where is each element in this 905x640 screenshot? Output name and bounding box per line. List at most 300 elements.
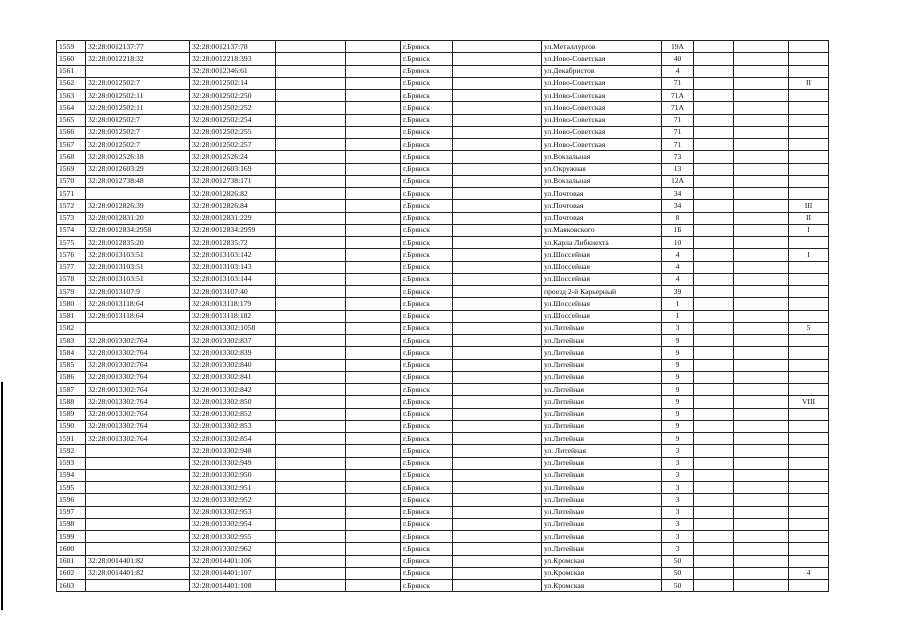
empty-cell (734, 41, 789, 53)
parent-cadastral-number-cell: 32:28:0013302:764 (86, 433, 190, 445)
city-cell: г.Брянск (401, 469, 453, 481)
empty-cell (694, 90, 734, 102)
parent-cadastral-number-cell: 32:28:0012738:48 (86, 175, 190, 187)
empty-cell (694, 433, 734, 445)
empty-cell (276, 335, 346, 347)
empty-cell (694, 384, 734, 396)
cadastral-number-cell: 32:28:0012835:72 (190, 237, 276, 249)
house-number-cell: 71А (662, 90, 694, 102)
empty-cell (346, 224, 401, 236)
city-cell: г.Брянск (401, 371, 453, 383)
premises-number-cell: VIII (789, 396, 829, 408)
house-number-cell: 34 (662, 188, 694, 200)
table-row (57, 567, 829, 579)
table-row (57, 224, 829, 236)
empty-cell (346, 212, 401, 224)
empty-cell (276, 543, 346, 555)
empty-cell (734, 286, 789, 298)
city-cell: г.Брянск (401, 126, 453, 138)
house-number-cell: 9 (662, 371, 694, 383)
empty-cell (276, 555, 346, 567)
street-cell: ул.Литейная (542, 322, 662, 334)
table-row (57, 408, 829, 420)
empty-cell (694, 408, 734, 420)
empty-cell (276, 237, 346, 249)
empty-cell (453, 494, 542, 506)
parent-cadastral-number-cell (86, 518, 190, 530)
empty-cell (276, 114, 346, 126)
empty-cell (276, 175, 346, 187)
empty-cell (276, 224, 346, 236)
parent-cadastral-number-cell: 32:28:0012137:77 (86, 41, 190, 53)
house-number-cell: 3 (662, 469, 694, 481)
empty-cell (734, 555, 789, 567)
empty-cell (276, 445, 346, 457)
parent-cadastral-number-cell: 32:28:0013302:764 (86, 347, 190, 359)
empty-cell (453, 163, 542, 175)
empty-cell (276, 102, 346, 114)
empty-cell (276, 494, 346, 506)
table-row (57, 53, 829, 65)
premises-number-cell (789, 580, 829, 592)
parent-cadastral-number-cell (86, 65, 190, 77)
empty-cell (346, 77, 401, 89)
empty-cell (453, 139, 542, 151)
street-cell: ул.Литейная (542, 482, 662, 494)
empty-cell (694, 310, 734, 322)
street-cell: ул.Литейная (542, 457, 662, 469)
table-row (57, 90, 829, 102)
premises-number-cell (789, 371, 829, 383)
premises-number-cell (789, 433, 829, 445)
parent-cadastral-number-cell (86, 482, 190, 494)
empty-cell (453, 445, 542, 457)
premises-number-cell (789, 298, 829, 310)
street-cell: ул.Литейная (542, 408, 662, 420)
premises-number-cell (789, 482, 829, 494)
cadastral-number-cell: 32:28:0013103:142 (190, 249, 276, 261)
empty-cell (453, 200, 542, 212)
empty-cell (276, 53, 346, 65)
empty-cell (734, 261, 789, 273)
empty-cell (734, 371, 789, 383)
empty-cell (276, 310, 346, 322)
empty-cell (453, 506, 542, 518)
empty-cell (276, 469, 346, 481)
parent-cadastral-number-cell: 32:28:0013302:764 (86, 371, 190, 383)
city-cell: г.Брянск (401, 249, 453, 261)
street-cell: ул.Литейная (542, 420, 662, 432)
empty-cell (276, 261, 346, 273)
row-number-cell: 1587 (57, 384, 86, 396)
empty-cell (453, 457, 542, 469)
empty-cell (734, 310, 789, 322)
empty-cell (734, 200, 789, 212)
city-cell: г.Брянск (401, 433, 453, 445)
empty-cell (734, 249, 789, 261)
empty-cell (453, 567, 542, 579)
empty-cell (694, 188, 734, 200)
parent-cadastral-number-cell: 32:28:0012502:11 (86, 102, 190, 114)
premises-number-cell (789, 543, 829, 555)
empty-cell (346, 163, 401, 175)
empty-cell (734, 457, 789, 469)
street-cell: ул.Почтовая (542, 212, 662, 224)
empty-cell (276, 139, 346, 151)
table-row (57, 126, 829, 138)
cadastral-number-cell: 32:28:0013107:40 (190, 286, 276, 298)
city-cell: г.Брянск (401, 457, 453, 469)
empty-cell (453, 286, 542, 298)
empty-cell (453, 224, 542, 236)
street-cell: ул.Ново-Советская (542, 139, 662, 151)
house-number-cell: 71 (662, 77, 694, 89)
city-cell: г.Брянск (401, 224, 453, 236)
street-cell: ул.Ново-Советская (542, 77, 662, 89)
empty-cell (453, 126, 542, 138)
premises-number-cell (789, 494, 829, 506)
table-row (57, 114, 829, 126)
empty-cell (694, 298, 734, 310)
empty-cell (694, 273, 734, 285)
empty-cell (734, 126, 789, 138)
city-cell: г.Брянск (401, 347, 453, 359)
premises-number-cell (789, 126, 829, 138)
empty-cell (734, 273, 789, 285)
house-number-cell: 4 (662, 249, 694, 261)
empty-cell (276, 580, 346, 592)
parent-cadastral-number-cell: 32:28:0013302:764 (86, 396, 190, 408)
empty-cell (453, 396, 542, 408)
parent-cadastral-number-cell: 32:28:0012834:2958 (86, 224, 190, 236)
empty-cell (694, 506, 734, 518)
empty-cell (346, 114, 401, 126)
empty-cell (734, 384, 789, 396)
empty-cell (453, 580, 542, 592)
empty-cell (694, 200, 734, 212)
street-cell: ул.Вокзальная (542, 175, 662, 187)
house-number-cell: 13 (662, 163, 694, 175)
cadastral-number-cell: 32:28:0012826:82 (190, 188, 276, 200)
table-row (57, 188, 829, 200)
cadastral-number-cell: 32:28:0013302:951 (190, 482, 276, 494)
street-cell: ул.Карла Либкнехта (542, 237, 662, 249)
row-number-cell: 1575 (57, 237, 86, 249)
empty-cell (734, 543, 789, 555)
premises-number-cell (789, 469, 829, 481)
table-row (57, 175, 829, 187)
house-number-cell: 9 (662, 335, 694, 347)
row-number-cell: 1596 (57, 494, 86, 506)
empty-cell (346, 384, 401, 396)
house-number-cell: 1 (662, 310, 694, 322)
table-row (57, 261, 829, 273)
premises-number-cell: II (789, 212, 829, 224)
premises-number-cell: I (789, 224, 829, 236)
empty-cell (453, 188, 542, 200)
row-number-cell: 1573 (57, 212, 86, 224)
empty-cell (453, 420, 542, 432)
row-number-cell: 1594 (57, 469, 86, 481)
city-cell: г.Брянск (401, 445, 453, 457)
house-number-cell: 10 (662, 237, 694, 249)
empty-cell (734, 482, 789, 494)
house-number-cell: 3 (662, 518, 694, 530)
street-cell: ул.Шоссейная (542, 249, 662, 261)
cadastral-number-cell: 32:28:0012831:229 (190, 212, 276, 224)
table-row (57, 237, 829, 249)
row-number-cell: 1560 (57, 53, 86, 65)
cadastral-number-cell: 32:28:0013302:1058 (190, 322, 276, 334)
empty-cell (734, 298, 789, 310)
house-number-cell: 8 (662, 212, 694, 224)
premises-number-cell (789, 457, 829, 469)
table-body (57, 41, 829, 592)
empty-cell (734, 114, 789, 126)
empty-cell (346, 188, 401, 200)
empty-cell (694, 322, 734, 334)
premises-number-cell (789, 408, 829, 420)
empty-cell (276, 518, 346, 530)
empty-cell (694, 224, 734, 236)
empty-cell (694, 163, 734, 175)
cadastral-number-cell: 32:28:0012603:169 (190, 163, 276, 175)
parent-cadastral-number-cell: 32:28:0012826:39 (86, 200, 190, 212)
empty-cell (694, 469, 734, 481)
house-number-cell: 9 (662, 408, 694, 420)
empty-cell (734, 322, 789, 334)
table-row (57, 200, 829, 212)
house-number-cell: 50 (662, 567, 694, 579)
city-cell: г.Брянск (401, 65, 453, 77)
empty-cell (346, 457, 401, 469)
street-cell: ул.Литейная (542, 469, 662, 481)
city-cell: г.Брянск (401, 200, 453, 212)
empty-cell (276, 347, 346, 359)
empty-cell (453, 90, 542, 102)
empty-cell (453, 543, 542, 555)
row-number-cell: 1599 (57, 531, 86, 543)
house-number-cell: 71 (662, 126, 694, 138)
parent-cadastral-number-cell: 32:28:0012526:18 (86, 151, 190, 163)
empty-cell (734, 433, 789, 445)
empty-cell (453, 175, 542, 187)
empty-cell (346, 433, 401, 445)
premises-number-cell: 4 (789, 567, 829, 579)
street-cell: ул.Маяковского (542, 224, 662, 236)
house-number-cell: 9 (662, 347, 694, 359)
empty-cell (694, 420, 734, 432)
house-number-cell: 1 (662, 298, 694, 310)
empty-cell (734, 151, 789, 163)
row-number-cell: 1583 (57, 335, 86, 347)
premises-number-cell (789, 359, 829, 371)
empty-cell (453, 237, 542, 249)
empty-cell (346, 286, 401, 298)
house-number-cell: 34 (662, 200, 694, 212)
parent-cadastral-number-cell: 32:28:0013103:51 (86, 249, 190, 261)
empty-cell (694, 53, 734, 65)
cadastral-number-cell: 32:28:0013302:839 (190, 347, 276, 359)
empty-cell (734, 102, 789, 114)
house-number-cell: 50 (662, 555, 694, 567)
cadastral-number-cell: 32:28:0013302:948 (190, 445, 276, 457)
street-cell: ул.Литейная (542, 347, 662, 359)
premises-number-cell (789, 151, 829, 163)
city-cell: г.Брянск (401, 310, 453, 322)
cadastral-number-cell: 32:28:0013302:853 (190, 420, 276, 432)
premises-number-cell (789, 555, 829, 567)
parent-cadastral-number-cell: 32:28:0013302:764 (86, 335, 190, 347)
empty-cell (453, 212, 542, 224)
city-cell: г.Брянск (401, 237, 453, 249)
empty-cell (346, 322, 401, 334)
city-cell: г.Брянск (401, 41, 453, 53)
empty-cell (694, 151, 734, 163)
premises-number-cell (789, 102, 829, 114)
city-cell: г.Брянск (401, 384, 453, 396)
row-number-cell: 1588 (57, 396, 86, 408)
table-row (57, 347, 829, 359)
premises-number-cell (789, 237, 829, 249)
empty-cell (734, 469, 789, 481)
empty-cell (694, 175, 734, 187)
empty-cell (694, 347, 734, 359)
empty-cell (734, 420, 789, 432)
table-row (57, 531, 829, 543)
street-cell: ул.Шоссейная (542, 273, 662, 285)
row-number-cell: 1561 (57, 65, 86, 77)
street-cell: ул.Ново-Советская (542, 102, 662, 114)
city-cell: г.Брянск (401, 518, 453, 530)
row-number-cell: 1562 (57, 77, 86, 89)
street-cell: ул. Литейная (542, 445, 662, 457)
table-row (57, 457, 829, 469)
house-number-cell: 19А (662, 41, 694, 53)
empty-cell (453, 322, 542, 334)
empty-cell (276, 200, 346, 212)
row-number-cell: 1602 (57, 567, 86, 579)
premises-number-cell (789, 506, 829, 518)
empty-cell (346, 139, 401, 151)
empty-cell (346, 420, 401, 432)
house-number-cell: 71 (662, 139, 694, 151)
empty-cell (346, 298, 401, 310)
premises-number-cell (789, 384, 829, 396)
street-cell: ул.Кромская (542, 567, 662, 579)
empty-cell (453, 555, 542, 567)
house-number-cell: 9 (662, 396, 694, 408)
street-cell: ул.Литейная (542, 494, 662, 506)
cadastral-number-cell: 32:28:0013302:954 (190, 518, 276, 530)
empty-cell (276, 384, 346, 396)
parent-cadastral-number-cell: 32:28:0012502:7 (86, 139, 190, 151)
empty-cell (453, 273, 542, 285)
house-number-cell: 3 (662, 543, 694, 555)
empty-cell (346, 396, 401, 408)
parent-cadastral-number-cell (86, 580, 190, 592)
house-number-cell: 9 (662, 384, 694, 396)
city-cell: г.Брянск (401, 53, 453, 65)
street-cell: ул.Почтовая (542, 188, 662, 200)
house-number-cell: 71А (662, 102, 694, 114)
empty-cell (453, 249, 542, 261)
house-number-cell: 3 (662, 457, 694, 469)
empty-cell (694, 531, 734, 543)
row-number-cell: 1578 (57, 273, 86, 285)
empty-cell (453, 359, 542, 371)
table-row (57, 139, 829, 151)
empty-cell (276, 77, 346, 89)
empty-cell (346, 310, 401, 322)
empty-cell (346, 249, 401, 261)
premises-number-cell (789, 41, 829, 53)
parent-cadastral-number-cell: 32:28:0012831:20 (86, 212, 190, 224)
house-number-cell: 3 (662, 482, 694, 494)
empty-cell (734, 347, 789, 359)
street-cell: ул.Шоссейная (542, 298, 662, 310)
cadastral-number-cell: 32:28:0012502:255 (190, 126, 276, 138)
parent-cadastral-number-cell: 32:28:0012603:29 (86, 163, 190, 175)
cadastral-number-cell: 32:28:0014401:108 (190, 580, 276, 592)
empty-cell (694, 65, 734, 77)
row-number-cell: 1597 (57, 506, 86, 518)
empty-cell (346, 237, 401, 249)
empty-cell (734, 494, 789, 506)
street-cell: ул.Ново-Советская (542, 114, 662, 126)
cadastral-number-cell: 32:28:0013302:850 (190, 396, 276, 408)
parent-cadastral-number-cell (86, 188, 190, 200)
house-number-cell: 3 (662, 531, 694, 543)
empty-cell (694, 457, 734, 469)
street-cell: ул.Литейная (542, 335, 662, 347)
street-cell: проезд 2-й Карьерный (542, 286, 662, 298)
empty-cell (276, 188, 346, 200)
cadastral-number-cell: 32:28:0014401:106 (190, 555, 276, 567)
table-row (57, 41, 829, 53)
cadastral-number-cell: 32:28:0013302:953 (190, 506, 276, 518)
table-row (57, 102, 829, 114)
street-cell: ул.Литейная (542, 531, 662, 543)
premises-number-cell (789, 114, 829, 126)
cadastral-number-cell: 32:28:0013302:962 (190, 543, 276, 555)
table-row (57, 212, 829, 224)
empty-cell (453, 469, 542, 481)
table-row (57, 371, 829, 383)
parent-cadastral-number-cell (86, 494, 190, 506)
table-row (57, 335, 829, 347)
premises-number-cell (789, 445, 829, 457)
house-number-cell: 3 (662, 506, 694, 518)
row-number-cell: 1581 (57, 310, 86, 322)
cadastral-number-cell: 32:28:0013302:852 (190, 408, 276, 420)
cadastral-number-cell: 32:28:0013118:179 (190, 298, 276, 310)
row-number-cell: 1574 (57, 224, 86, 236)
cadastral-number-cell: 32:28:0012502:250 (190, 90, 276, 102)
house-number-cell: 12А (662, 175, 694, 187)
parent-cadastral-number-cell (86, 445, 190, 457)
empty-cell (694, 249, 734, 261)
empty-cell (734, 224, 789, 236)
cadastral-number-cell: 32:28:0012502:252 (190, 102, 276, 114)
city-cell: г.Брянск (401, 273, 453, 285)
empty-cell (734, 77, 789, 89)
row-number-cell: 1580 (57, 298, 86, 310)
row-number-cell: 1579 (57, 286, 86, 298)
cadastral-number-cell: 32:28:0013302:949 (190, 457, 276, 469)
street-cell: ул.Литейная (542, 506, 662, 518)
empty-cell (734, 139, 789, 151)
